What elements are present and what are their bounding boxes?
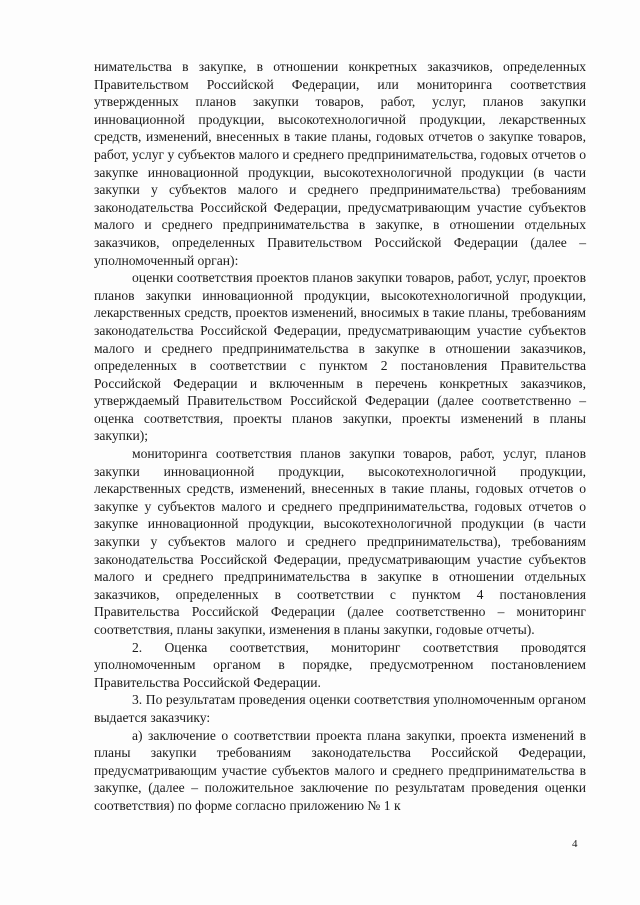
paragraph-5: 3. По результатам проведения оценки соответствия уполномоченным органом выдается заказчику: [94,692,586,725]
paragraph-4: 2. Оценка соответствия, мониторинг соответствия проводятся уполномоченным органом в порядке, предусмотренном постановлением Правительства Российской Федерации. [94,639,586,690]
paragraph-1: нимательства в закупке, в отношении конкретных заказчиков, определенных Правительством Российской Федерации, или мониторинга соответствия утвержденных планов закупки товаров, работ, услуг, планов закупки инновационной продукции, высокотехнологичной продукции, лекарственных средств, изменений, внесенных в такие планы, годовых отчетов о закупке товаров, работ, услуг у субъектов малого и среднего предпринимательства, годовых отчетов о закупке инновационной продукции, высокотехнологичной продукции (в части закупки у субъектов малого и среднего предпринимательства) требованиям законодательства Российской Федерации, предусматривающим участие субъектов малого и среднего предпринимательства в закупке, в отношении отдельных заказчиков, определенных Правительством Российской Федерации (далее – уполномоченный орган): [94,59,586,268]
paragraph-2: оценки соответствия проектов планов закупки товаров, работ, услуг, проектов планов закупки инновационной продукции, высокотехнологичной продукции, лекарственных средств, проектов изменений, вносимых в такие планы, требованиям законодательства Российской Федерации, предусматривающим участие субъектов малого и среднего предпринимательства в закупке в отношении заказчиков, определенных в соответствии с пунктом 2 постановления Правительства Российской Федерации и включенным в перечень конкретных заказчиков, утверждаемый Правительством Российской Федерации (далее соответственно – оценка соответствия, проекты планов закупки, проекты изменений в планы закупки); [94,270,586,444]
paragraph-3: мониторинга соответствия планов закупки товаров, работ, услуг, планов закупки инновационной продукции, высокотехнологичной продукции, лекарственных средств, изменений, внесенных в такие планы, годовых отчетов о закупке у субъектов малого и среднего предпринимательства, годовых отчетов о закупке инновационной продукции, высокотехнологичной продукции (в части закупки у субъектов малого и среднего предпринимательства), требованиям законодательства Российской Федерации, предусматривающим участие субъектов малого и среднего предпринимательства в закупке в отношении отдельных заказчиков, определенных в соответствии с пунктом 4 постановления Правительства Российской Федерации (далее соответственно – мониторинг соответствия, планы закупки, изменения в планы закупки, годовые отчеты). [94,446,586,637]
document-body [94,58,586,815]
paragraph-6: а) заключение о соответствии проекта плана закупки, проекта изменений в планы закупки требованиям законодательства Российской Федерации, предусматривающим участие субъектов малого и среднего предпринимательства в закупке, (далее – положительное заключение по результатам проведения оценки соответствия) по форме согласно приложению № 1 к [94,727,586,813]
page-number: 4 [572,838,578,850]
